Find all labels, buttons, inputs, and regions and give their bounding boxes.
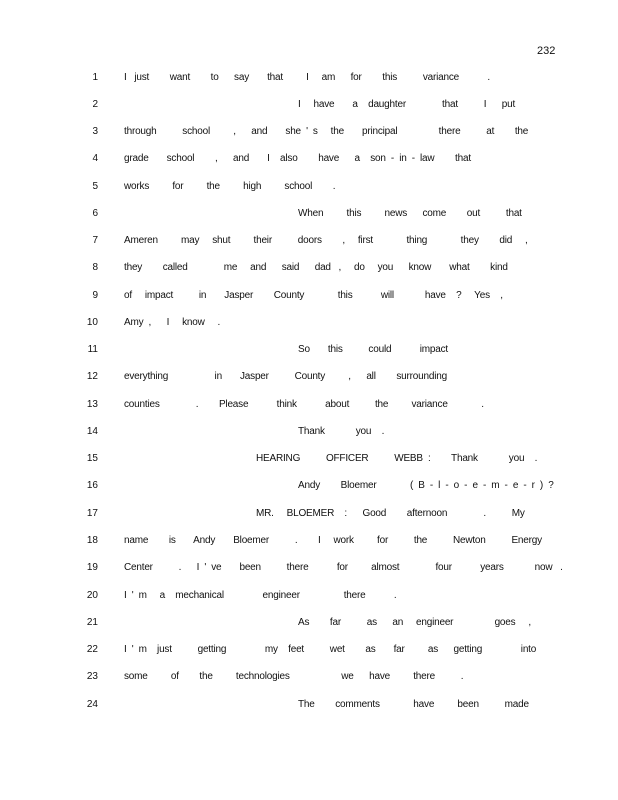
transcript-line xyxy=(0,669,618,685)
transcript-line xyxy=(0,315,618,331)
line-text: grade school , and I also have a son - in - law that xyxy=(124,153,471,164)
line-text: counties . Please think about the variance . xyxy=(124,399,484,410)
transcript-line xyxy=(0,233,618,249)
transcript-line xyxy=(0,478,618,494)
line-number: 21 xyxy=(86,617,98,628)
line-text: everything in Jasper County , all surrounding xyxy=(124,371,447,382)
line-text: some of the technologies we have there . xyxy=(124,671,464,682)
line-number: 15 xyxy=(86,453,98,464)
transcript-line xyxy=(0,369,618,385)
line-number: 13 xyxy=(86,399,98,410)
line-number: 3 xyxy=(92,126,98,137)
line-number: 23 xyxy=(86,671,98,682)
line-number: 24 xyxy=(86,699,98,710)
line-text: through school , and she ' s the principal there at the xyxy=(124,126,529,137)
line-text: MR. BLOEMER : Good afternoon . My xyxy=(256,508,525,519)
line-number: 4 xyxy=(92,153,98,164)
line-number: 17 xyxy=(86,508,98,519)
transcript-line xyxy=(0,206,618,222)
transcript-line xyxy=(0,451,618,467)
line-text: they called me and said dad , do you know what kind xyxy=(124,262,508,273)
line-text: Andy Bloemer ( B - l - o - e - m - e - r ) ? xyxy=(298,480,554,491)
line-number: 1 xyxy=(92,72,98,83)
line-text: of impact in Jasper County this will have ? Yes , xyxy=(124,290,503,301)
line-text: As far as an engineer goes , xyxy=(298,617,531,628)
line-number: 10 xyxy=(86,317,98,328)
line-number: 7 xyxy=(92,235,98,246)
line-text: The comments have been made xyxy=(298,699,529,710)
transcript-line xyxy=(0,124,618,140)
transcript-line xyxy=(0,697,618,713)
line-number: 2 xyxy=(92,99,98,110)
transcript-line xyxy=(0,260,618,276)
line-number: 16 xyxy=(86,480,98,491)
line-number: 5 xyxy=(92,181,98,192)
transcript-line xyxy=(0,506,618,522)
line-number: 8 xyxy=(92,262,98,273)
transcript-line xyxy=(0,288,618,304)
line-number: 11 xyxy=(87,344,98,355)
transcript-line xyxy=(0,179,618,195)
line-text: Ameren may shut their doors , first thing they did , xyxy=(124,235,528,246)
transcript-line xyxy=(0,615,618,631)
line-text: Amy , I know . xyxy=(124,317,221,328)
transcript-line xyxy=(0,533,618,549)
page-number: 232 xyxy=(537,45,556,57)
line-text: I just want to say that I am for this variance . xyxy=(124,72,490,83)
line-text: I ' m a mechanical engineer there . xyxy=(124,590,397,601)
line-number: 22 xyxy=(86,644,98,655)
line-text: I have a daughter that I put xyxy=(298,99,516,110)
transcript-line xyxy=(0,642,618,658)
line-text: Thank you . xyxy=(298,426,385,437)
line-number: 6 xyxy=(92,208,98,219)
line-text: HEARING OFFICER WEBB : Thank you . xyxy=(256,453,538,464)
line-number: 14 xyxy=(86,426,98,437)
transcript-line xyxy=(0,588,618,604)
line-number: 18 xyxy=(86,535,98,546)
line-text: works for the high school . xyxy=(124,181,336,192)
line-number: 12 xyxy=(86,371,98,382)
line-number: 9 xyxy=(92,290,98,301)
line-text: name is Andy Bloemer . I work for the Newton Energy xyxy=(124,535,542,546)
transcript-line xyxy=(0,151,618,167)
transcript-line xyxy=(0,560,618,576)
line-text: So this could impact xyxy=(298,344,448,355)
transcript-line xyxy=(0,424,618,440)
transcript-line xyxy=(0,70,618,86)
transcript-line xyxy=(0,97,618,113)
transcript-line xyxy=(0,342,618,358)
line-text: When this news come out that xyxy=(298,208,522,219)
line-text: I ' m just getting my feet wet as far as getting into xyxy=(124,644,537,655)
transcript-line xyxy=(0,397,618,413)
line-text: Center . I ' ve been there for almost four years now . xyxy=(124,562,563,573)
line-number: 20 xyxy=(86,590,98,601)
line-number: 19 xyxy=(86,562,98,573)
